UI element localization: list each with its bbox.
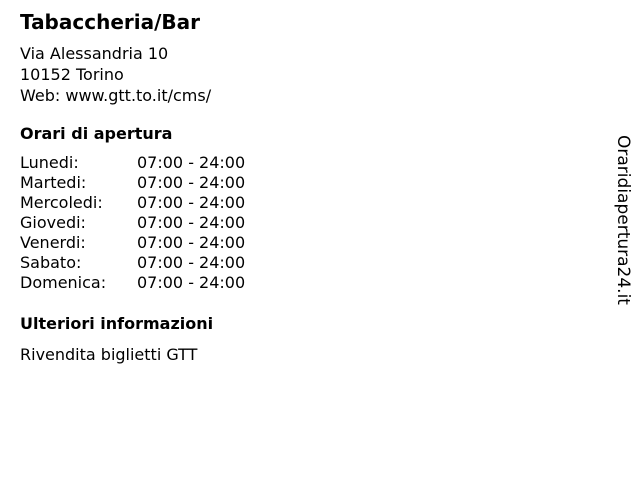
- time-range: 07:00 - 24:00: [137, 273, 246, 292]
- day-label: Martedi:: [20, 173, 87, 192]
- time-range: 07:00 - 24:00: [137, 153, 246, 172]
- hours-row-sunday: [20, 273, 245, 293]
- additional-info-text: Rivendita biglietti GTT: [20, 345, 198, 364]
- time-range: 07:00 - 24:00: [137, 193, 246, 212]
- additional-info-heading: Ulteriori informazioni: [20, 314, 214, 333]
- day-label: Lunedi:: [20, 153, 79, 172]
- time-range: 07:00 - 24:00: [137, 233, 246, 252]
- opening-hours-heading: Orari di apertura: [20, 124, 173, 143]
- time-range: 07:00 - 24:00: [137, 173, 246, 192]
- address-street: Via Alessandria 10: [20, 44, 169, 63]
- hours-row-saturday: [20, 253, 245, 273]
- day-label: Mercoledi:: [20, 193, 103, 212]
- hours-row-thursday: [20, 213, 245, 233]
- opening-hours-table: [20, 153, 245, 293]
- business-name: Tabaccheria/Bar: [20, 10, 201, 34]
- website-line[interactable]: Web: www.gtt.to.it/cms/: [20, 86, 212, 105]
- hours-row-friday: [20, 233, 245, 253]
- time-range: 07:00 - 24:00: [137, 213, 246, 232]
- time-range: 07:00 - 24:00: [137, 253, 246, 272]
- hours-row-wednesday: [20, 193, 245, 213]
- hours-row-tuesday: [20, 173, 245, 193]
- day-label: Domenica:: [20, 273, 107, 292]
- hours-row-monday: [20, 153, 245, 173]
- day-label: Venerdi:: [20, 233, 86, 252]
- site-watermark: Oraridiapertura24.it: [613, 135, 633, 305]
- day-label: Sabato:: [20, 253, 82, 272]
- address-city: 10152 Torino: [20, 65, 124, 84]
- address-block: [20, 43, 211, 106]
- day-label: Giovedi:: [20, 213, 86, 232]
